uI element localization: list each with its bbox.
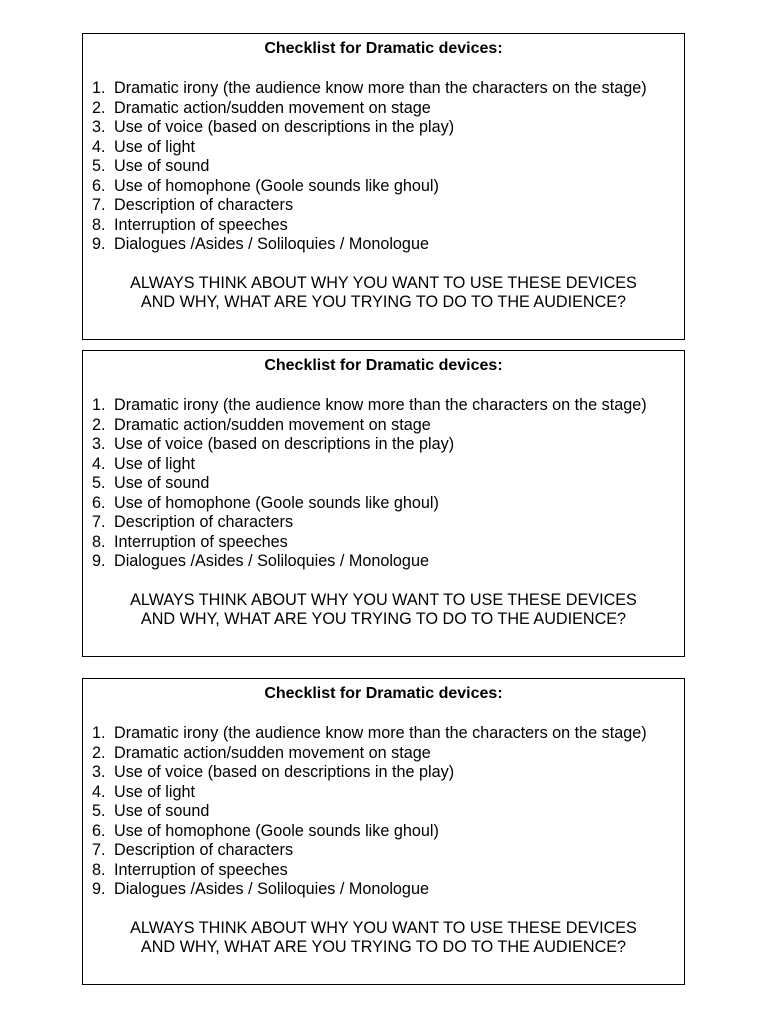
checklist-list: [83, 79, 684, 255]
reminder-line: ALWAYS THINK ABOUT WHY YOU WANT TO USE THESE DEVICES: [130, 590, 637, 609]
list-item: [83, 474, 684, 494]
reminder-line: AND WHY, WHAT ARE YOU TRYING TO DO TO THE AUDIENCE?: [140, 938, 627, 956]
list-item-text: Dialogues /Asides / Soliloquies / Monologue: [114, 880, 429, 898]
list-item-number: 9.: [92, 235, 106, 253]
list-item: [83, 416, 684, 436]
list-item-text: Use of homophone (Goole sounds like ghoul): [114, 821, 439, 840]
list-item: [83, 861, 684, 881]
list-item-number: 4.: [92, 454, 106, 473]
list-item: [83, 177, 684, 197]
list-item-number: 1.: [92, 396, 106, 414]
list-item-text: Description of characters: [114, 841, 294, 859]
list-item-text: Dramatic irony (the audience know more than the characters on the stage): [114, 724, 647, 742]
list-item: [83, 138, 684, 158]
list-item-text: Interruption of speeches: [114, 215, 288, 234]
list-item-number: 8.: [92, 532, 106, 551]
list-item: [83, 880, 684, 900]
list-item-text: Dramatic irony (the audience know more than the characters on the stage): [114, 79, 647, 97]
list-item-number: 5.: [92, 474, 106, 492]
list-item-text: Use of voice (based on descriptions in the play): [114, 435, 455, 453]
list-item-text: Dramatic action/sudden movement on stage: [114, 415, 431, 434]
checklist-title: Checklist for Dramatic devices:: [264, 40, 503, 57]
list-item-text: Description of characters: [114, 196, 294, 214]
list-item: [83, 396, 684, 416]
list-item-number: 7.: [92, 841, 106, 859]
list-item-number: 9.: [92, 880, 106, 898]
list-item-text: Use of sound: [114, 157, 210, 175]
list-item: [83, 802, 684, 822]
list-item: [83, 99, 684, 119]
list-item-number: 1.: [92, 724, 106, 742]
reminder-line: ALWAYS THINK ABOUT WHY YOU WANT TO USE THESE DEVICES: [130, 918, 637, 937]
list-item-number: 8.: [92, 215, 106, 234]
checklist-reminder: [83, 919, 684, 958]
checklist-title: Checklist for Dramatic devices:: [264, 685, 503, 702]
list-item-text: Use of sound: [114, 802, 210, 820]
list-item-number: 3.: [92, 435, 106, 453]
list-item-number: 1.: [92, 79, 106, 97]
list-item: [83, 494, 684, 514]
list-item: [83, 744, 684, 764]
list-item: [83, 118, 684, 138]
reminder-line: AND WHY, WHAT ARE YOU TRYING TO DO TO THE AUDIENCE?: [140, 293, 627, 311]
list-item-text: Use of homophone (Goole sounds like ghoul): [114, 493, 439, 512]
list-item-number: 6.: [92, 493, 106, 512]
list-item-number: 2.: [92, 743, 106, 762]
list-item-number: 4.: [92, 782, 106, 801]
checklist-title: Checklist for Dramatic devices:: [264, 357, 503, 374]
list-item: [83, 79, 684, 99]
list-item-text: Use of voice (based on descriptions in the play): [114, 118, 455, 136]
list-item-number: 5.: [92, 802, 106, 820]
list-item: [83, 196, 684, 216]
list-item-text: Dramatic action/sudden movement on stage: [114, 743, 431, 762]
list-item-text: Dialogues /Asides / Soliloquies / Monologue: [114, 235, 429, 253]
list-item-number: 5.: [92, 157, 106, 175]
list-item: [83, 763, 684, 783]
list-item-text: Dramatic irony (the audience know more than the characters on the stage): [114, 396, 647, 414]
list-item-text: Use of sound: [114, 474, 210, 492]
list-item-text: Description of characters: [114, 513, 294, 531]
list-item: [83, 513, 684, 533]
checklist-card: [82, 678, 685, 985]
list-item-number: 7.: [92, 196, 106, 214]
list-item-text: Dialogues /Asides / Soliloquies / Monologue: [114, 552, 429, 570]
list-item-number: 3.: [92, 118, 106, 136]
list-item: [83, 822, 684, 842]
list-item: [83, 533, 684, 553]
list-item-text: Use of light: [114, 137, 195, 156]
list-item-number: 3.: [92, 763, 106, 781]
list-item-number: 6.: [92, 821, 106, 840]
checklist-card: [82, 33, 685, 340]
checklist-reminder: [83, 274, 684, 313]
reminder-line: AND WHY, WHAT ARE YOU TRYING TO DO TO THE AUDIENCE?: [140, 610, 627, 628]
list-item-text: Interruption of speeches: [114, 532, 288, 551]
list-item-number: 8.: [92, 860, 106, 879]
list-item-number: 4.: [92, 137, 106, 156]
list-item-text: Dramatic action/sudden movement on stage: [114, 98, 431, 117]
list-item: [83, 552, 684, 572]
list-item-text: Interruption of speeches: [114, 860, 288, 879]
list-item-number: 9.: [92, 552, 106, 570]
list-item-text: Use of light: [114, 454, 195, 473]
reminder-line: ALWAYS THINK ABOUT WHY YOU WANT TO USE THESE DEVICES: [130, 273, 637, 292]
list-item: [83, 455, 684, 475]
list-item: [83, 724, 684, 744]
list-item: [83, 435, 684, 455]
checklist-list: [83, 396, 684, 572]
list-item-text: Use of voice (based on descriptions in the play): [114, 763, 455, 781]
list-item: [83, 235, 684, 255]
list-item-text: Use of homophone (Goole sounds like ghoul): [114, 176, 439, 195]
list-item-text: Use of light: [114, 782, 195, 801]
checklist-list: [83, 724, 684, 900]
list-item-number: 2.: [92, 98, 106, 117]
list-item: [83, 841, 684, 861]
list-item-number: 7.: [92, 513, 106, 531]
list-item: [83, 216, 684, 236]
checklist-card: [82, 350, 685, 657]
checklist-reminder: [83, 591, 684, 630]
list-item-number: 2.: [92, 415, 106, 434]
list-item: [83, 783, 684, 803]
list-item-number: 6.: [92, 176, 106, 195]
list-item: [83, 157, 684, 177]
